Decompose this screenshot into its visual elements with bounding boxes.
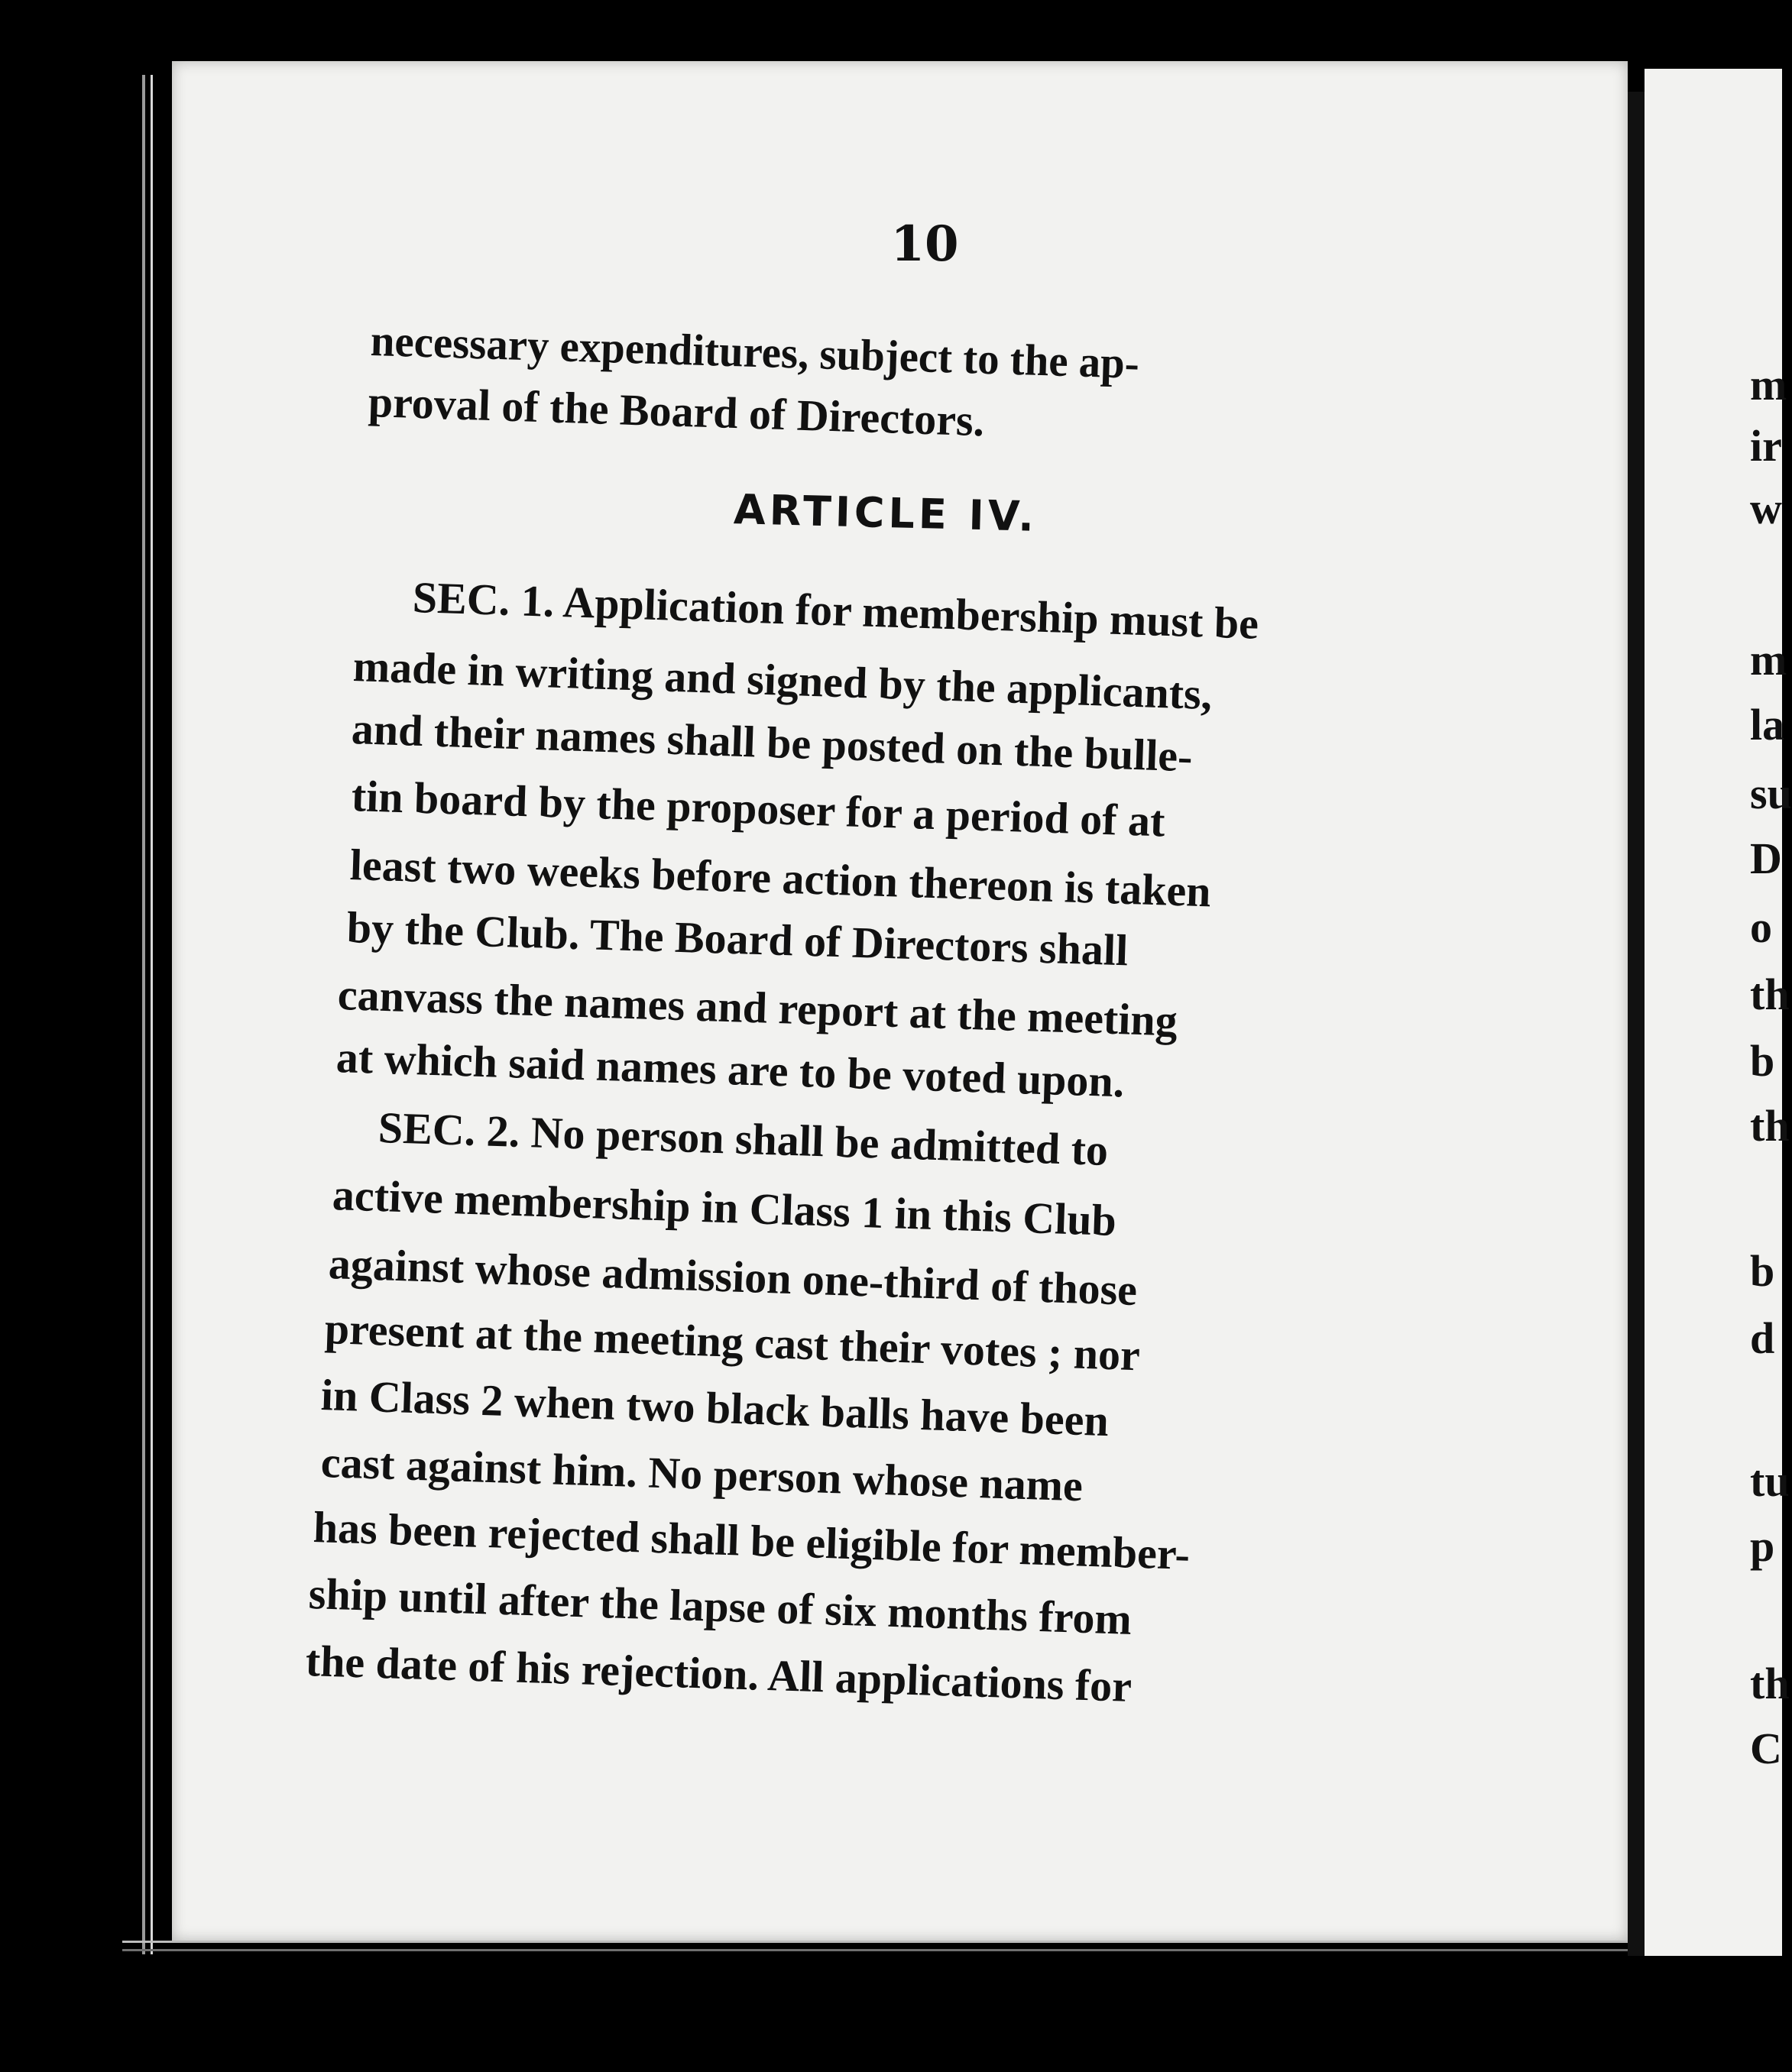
section-2-line-2: active membership in Class 1 in this Club — [331, 1170, 1117, 1246]
right-fragment-4: m — [1750, 635, 1787, 685]
section-2-line-4: present at the meeting cast their votes ; nor — [323, 1303, 1141, 1381]
right-fragment-6: su — [1750, 769, 1792, 818]
right-fragment-5: la — [1750, 700, 1785, 749]
section-2-line-6: cast against him. No person whose name — [319, 1437, 1084, 1511]
section-2-line-9: the date of his rejection. All applications for — [304, 1636, 1133, 1711]
right-fragment-12: b — [1750, 1246, 1775, 1296]
section-1-line-7: canvass the names and report at the meeting — [336, 970, 1178, 1046]
intro-line-1: necessary expenditures, subject to the ap- — [370, 316, 1140, 388]
right-fragment-17: C — [1750, 1724, 1782, 1773]
right-fragment-9: th — [1750, 970, 1790, 1019]
right-fragment-11: th — [1750, 1101, 1790, 1151]
right-fragment-10: b — [1750, 1036, 1775, 1086]
article-heading: ARTICLE IV. — [733, 485, 1039, 541]
right-fragment-1: m — [1750, 360, 1787, 410]
right-fragment-14: tu — [1750, 1456, 1790, 1506]
section-2-line-3: against whose admission one-third of those — [327, 1238, 1139, 1316]
page-edge-stack — [142, 75, 153, 1954]
section-2-line-7: has been rejected shall be eligible for member- — [312, 1502, 1191, 1580]
book-gutter — [1628, 92, 1645, 1956]
right-fragment-15: p — [1750, 1521, 1775, 1571]
right-fragment-2: ir — [1750, 421, 1782, 471]
section-1-line-4: tin board by the proposer for a period of at — [350, 771, 1166, 847]
section-2-line-8: ship until after the lapse of six months from — [307, 1569, 1133, 1644]
section-1-line-5: least two weeks before action thereon is taken — [348, 840, 1212, 917]
page-number: 10 — [890, 215, 959, 273]
right-fragment-16: th — [1750, 1659, 1790, 1708]
right-fragment-8: o — [1750, 902, 1772, 952]
section-2-line-5: in Class 2 when two black balls have been — [319, 1370, 1110, 1446]
page-bottom-edge — [122, 1941, 1628, 1951]
section-1-line-1: SEC. 1. Application for membership must be — [411, 572, 1259, 649]
right-fragment-7: D — [1750, 834, 1782, 883]
section-2-line-1: SEC. 2. No person shall be admitted to — [377, 1102, 1110, 1175]
section-1-line-3: and their names shall be posted on the bulle- — [350, 704, 1194, 782]
section-1-line-6: by the Club. The Board of Directors shall — [346, 902, 1129, 976]
right-fragment-13: d — [1750, 1313, 1775, 1363]
section-1-line-8: at which said names are to be voted upon. — [335, 1032, 1126, 1107]
intro-line-2: proval of the Board of Directors. — [367, 377, 986, 446]
right-fragment-3: w — [1750, 484, 1782, 533]
section-1-line-2: made in writing and signed by the applicants, — [352, 641, 1214, 720]
